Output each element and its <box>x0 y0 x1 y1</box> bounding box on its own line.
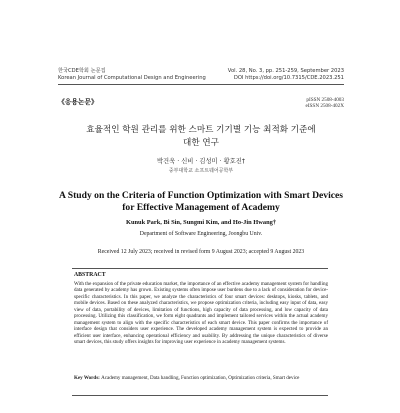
abstract-text: With the expansion of the private education market, the importance of an effective academy management system for handling data generated by academy has grown. Existing systems often impose user burdens due to a lack of consideration for device-specific characteristics. In this paper, we analyze the characteristics of four smart devices: desktops, kiosks, tablets, and mobile devices. Based on these analyzed characteristics, we propose optimization criteria, including easy input of data, easy view of data, portability of devices, limitation of functions, high capacity of data processing, and low capacity of data processing. Utilizing this classification, we form eight quadrants and implement tailored services within the actual academy management system to align with the specific characteristics of each smart device. This paper confirms the importance of interface design that considers user experience. The developed academy management system is expected to provide an efficient user interface, enhancing operational efficiency and usability. By addressing the unique characteristics of diverse smart devices, this study offers insights for improving user experience in academy management systems. <box>74 281 328 346</box>
volume-info: Vol. 28, No. 3, pp. 251-259, September 2023 <box>227 68 344 74</box>
journal-header-right <box>228 68 344 82</box>
issn-print: pISSN 2508-4003 <box>306 97 344 103</box>
korean-title <box>58 124 344 149</box>
issn-electronic: eISSN 2508-402X <box>305 103 344 110</box>
received-dates: Received 12 July 2023; received in revised form 9 August 2023; accepted 9 August 2023 <box>97 249 305 255</box>
keywords-row <box>74 375 328 381</box>
english-title <box>58 190 344 214</box>
english-title-line2: for Effective Management of Academy <box>122 202 280 213</box>
korean-title-line1: 효율적인 학원 관리를 위한 스마트 기기별 기능 최적화 기준에 <box>86 125 316 135</box>
journal-name-english: Korean Journal of Computational Design and Engineering <box>58 75 206 81</box>
korean-authors: 박건욱 · 신비 · 김성미 · 황호진† <box>156 158 246 165</box>
english-title-line1: A Study on the Criteria of Function Optimization with Smart Devices <box>58 190 344 201</box>
journal-name-korean: 한국CDE학회 논문집 <box>58 68 106 74</box>
korean-title-line2: 대한 연구 <box>183 137 219 148</box>
journal-header-left <box>58 68 206 82</box>
keywords-values: Academy management, Data handling, Function optimization, Optimization criteria, Smart device <box>101 375 300 381</box>
korean-affiliation: 중부대학교 소프트웨어공학부 <box>168 168 234 174</box>
abstract-box <box>72 268 328 396</box>
doi-link[interactable]: DOI https://doi.org/10.7315/CDE.2023.251 <box>233 75 344 81</box>
english-authors: Kunuk Park, Bi Sin, Sungmi Kim, and Ho-Jin Hwang† <box>125 219 277 226</box>
issn-block <box>306 97 344 110</box>
abstract-heading: ABSTRACT <box>74 272 106 278</box>
header-divider <box>58 84 344 85</box>
keywords-label: Key Words: <box>74 375 100 381</box>
paper-type-label: 《응용논문》 <box>58 98 98 106</box>
english-affiliation: Department of Software Engineering, Joongbu Univ. <box>139 231 263 237</box>
